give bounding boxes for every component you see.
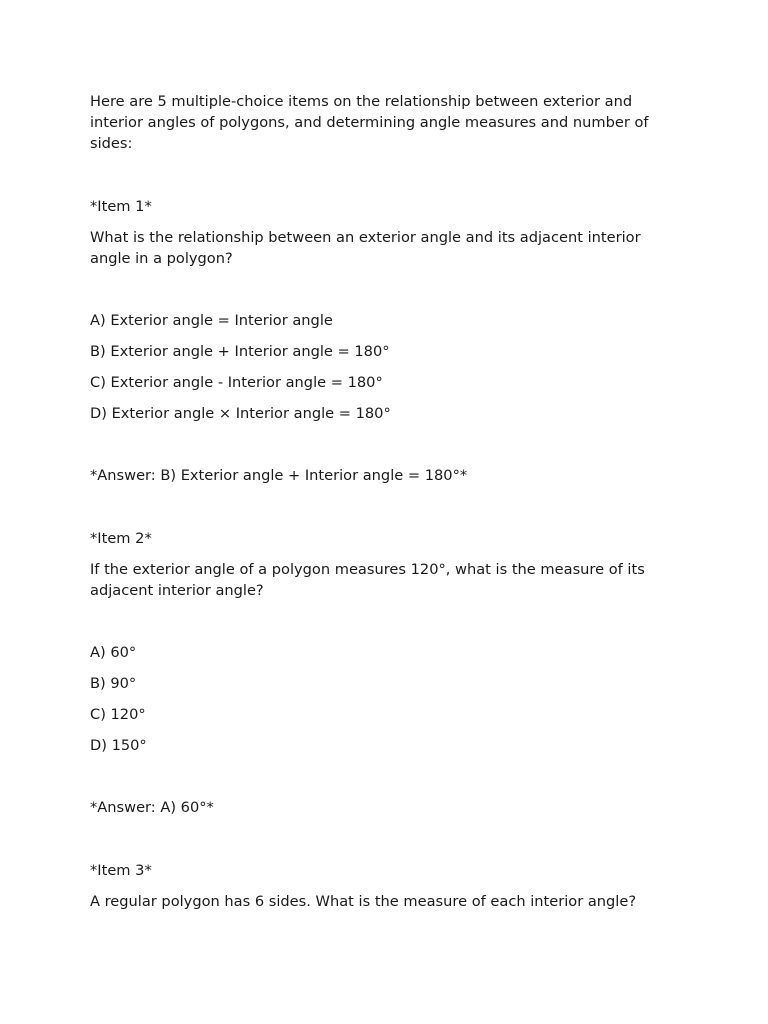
item-1-option-a: A) Exterior angle = Interior angle	[90, 312, 333, 329]
item-2-question: If the exterior angle of a polygon measures 120°, what is the measure of its adjacent interior angle?	[90, 561, 645, 599]
item-1-option-c: C) Exterior angle - Interior angle = 180°	[90, 374, 383, 391]
item-3-question: A regular polygon has 6 sides. What is the measure of each interior angle?	[90, 893, 637, 910]
item-1-answer: *Answer: B) Exterior angle + Interior angle = 180°*	[90, 467, 468, 484]
item-2-option-c: C) 120°	[90, 706, 146, 723]
item-2-answer: *Answer: A) 60°*	[90, 799, 214, 816]
item-1-option-b: B) Exterior angle + Interior angle = 180°	[90, 343, 390, 360]
item-2-option-d: D) 150°	[90, 737, 147, 754]
item-3-heading: *Item 3*	[90, 862, 152, 879]
item-2-option-b: B) 90°	[90, 675, 137, 692]
item-1-heading: *Item 1*	[90, 198, 152, 215]
intro-paragraph: Here are 5 multiple-choice items on the relationship between exterior and interior angles of polygons, and determining angle measures and number of sides:	[90, 93, 649, 152]
item-1-question: What is the relationship between an exterior angle and its adjacent interior angle in a polygon?	[90, 229, 641, 267]
item-1-option-d: D) Exterior angle × Interior angle = 180°	[90, 405, 391, 422]
item-2-heading: *Item 2*	[90, 530, 152, 547]
item-2-option-a: A) 60°	[90, 644, 137, 661]
